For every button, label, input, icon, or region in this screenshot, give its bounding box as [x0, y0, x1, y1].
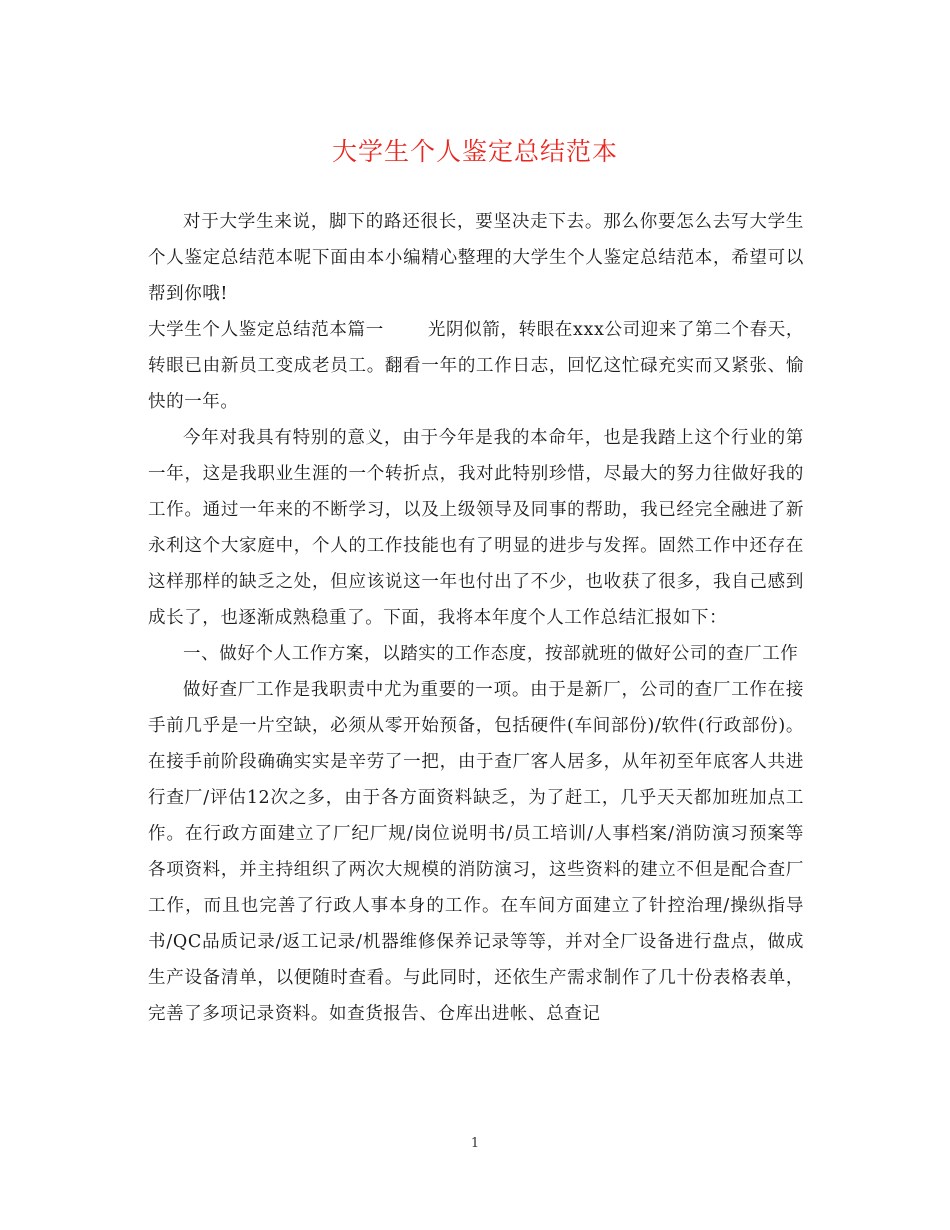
intro-paragraph: 对于大学生来说，脚下的路还很长，要坚决走下去。那么你要怎么去写大学生个人鉴定总结范本呢下面由本小编精心整理的大学生个人鉴定总结范本，希望可以帮到你哦!: [148, 212, 804, 304]
section-heading: 大学生个人鉴定总结范本篇一: [148, 320, 384, 340]
section-paragraph: [148, 312, 804, 420]
document-title: 大学生个人鉴定总结范本: [331, 137, 618, 166]
paragraph-4: 做好查厂工作是我职责中尤为重要的一项。由于是新厂，公司的查厂工作在接手前几乎是一片空缺，必须从零开始预备，包括硬件(车间部份)/软件(行政部份)。在接手前阶段确确实实是辛劳了一把，由于查厂客人居多，从年初至年底客人共进行查厂/评估12次之多，由于各方面资料缺乏，为了赶工，几乎天天都加班加点工作。在行政方面建立了厂纪厂规/岗位说明书/员工培训/人事档案/消防演习预案等各项资料，并主持组织了两次大规模的消防演习，这些资料的建立不但是配合查厂工作，而且也完善了行政人事本身的工作。在车间方面建立了针控治理/操纵指导书/QC品质记录/返工记录/机器维修保养记录等等，并对全厂设备进行盘点，做成生产设备清单，以便随时查看。与此同时，还依生产需求制作了几十份表格表单，完善了多项记录资料。如查货报告、仓库出进帐、总查记: [148, 680, 804, 1024]
document-body: [148, 204, 804, 1032]
page-number: 1: [470, 1136, 480, 1151]
section-first-text: 光阴似箭，转眼在xxx公司迎来了第二个春天，转眼已由新员工变成老员工。翻看一年的工作日志，回忆这忙碌充实而又紧张、愉快的一年。: [148, 320, 804, 412]
paragraph-3: 一、做好个人工作方案，以踏实的工作态度，按部就班的做好公司的查厂工作: [183, 644, 799, 664]
paragraph-2: 今年对我具有特别的意义，由于今年是我的本命年，也是我踏上这个行业的第一年，这是我职业生涯的一个转折点，我对此特别珍惜，尽最大的努力往做好我的工作。通过一年来的不断学习，以及上级领导及同事的帮助，我已经完全融进了新永利这个大家庭中，个人的工作技能也有了明显的进步与发挥。固然工作中还存在这样那样的缺乏之处，但应该说这一年也付出了不少，也收获了很多，我自己感到成长了，也逐渐成熟稳重了。下面，我将本年度个人工作总结汇报如下：: [148, 428, 804, 628]
